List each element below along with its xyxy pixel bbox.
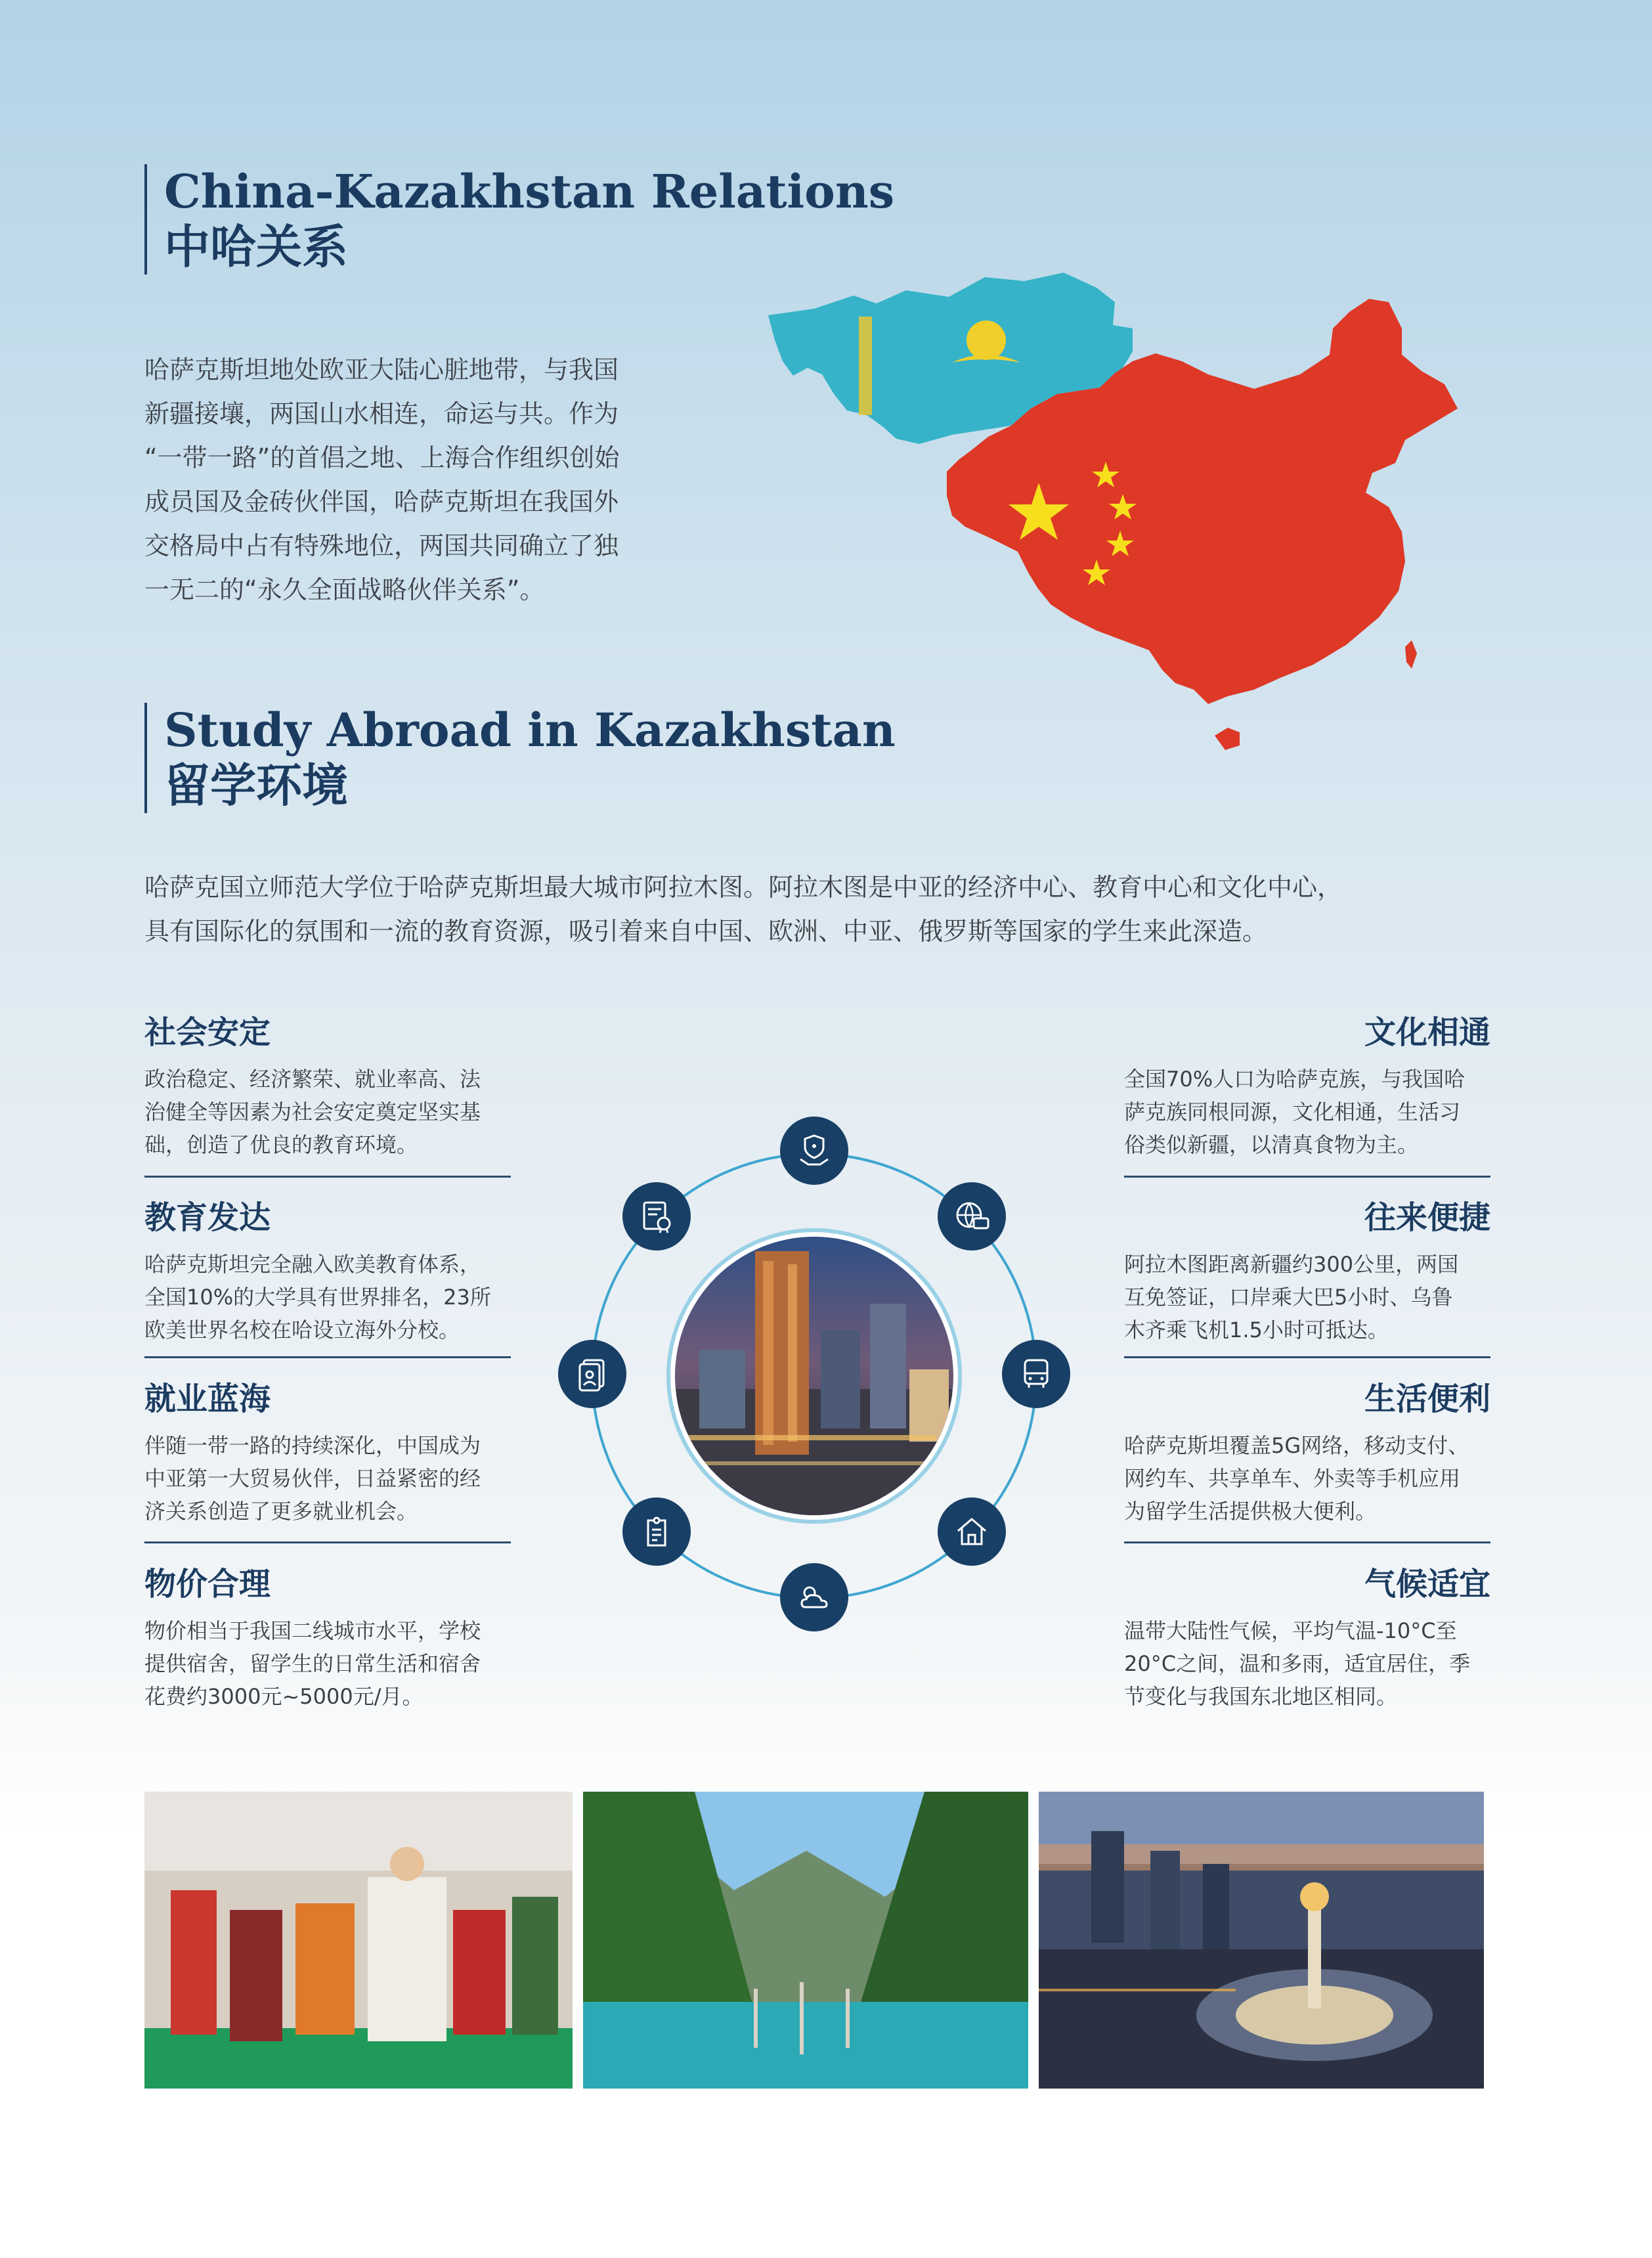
study-intro-line: 具有国际化的氛围和一流的教育资源，吸引着来自中国、欧洲、中亚、俄罗斯等国家的学生来此深造。 — [144, 917, 1268, 946]
feature-desc — [1124, 1248, 1490, 1346]
feature-desc-line: 政治稳定、经济繁荣、就业率高、法 — [144, 1067, 481, 1092]
feature-convenience — [1124, 1378, 1490, 1528]
feature-desc-line: 20°C之间，温和多雨，适宜居住，季 — [1124, 1651, 1471, 1676]
feature-desc-line: 础，创造了优良的教育环境。 — [144, 1132, 418, 1157]
feature-desc — [1124, 1429, 1490, 1528]
kazakh-ornament — [859, 317, 872, 415]
feature-desc-line: 济关系创造了更多就业机会。 — [144, 1499, 418, 1524]
kazakh-sun — [967, 321, 1006, 360]
divider — [144, 1176, 511, 1178]
relations-heading — [144, 164, 894, 275]
feature-desc-line: 全国70%人口为哈萨克族，与我国哈 — [1124, 1067, 1466, 1092]
feature-title: 文化相通 — [1364, 1014, 1490, 1051]
feature-title: 生活便利 — [1364, 1381, 1490, 1417]
feature-desc-line: 为留学生活提供极大便利。 — [1124, 1499, 1377, 1524]
feature-desc-line: 温带大陆性气候，平均气温-10°C至 — [1124, 1618, 1457, 1643]
study-title-en: Study Abroad in Kazakhstan — [164, 703, 896, 757]
shield-hands-icon — [780, 1117, 848, 1185]
feature-desc-line: 木齐乘飞机1.5小时可抵达。 — [1124, 1317, 1389, 1342]
feature-desc — [1124, 1063, 1490, 1161]
relations-title-zh: 中哈关系 — [164, 219, 348, 274]
feature-transport — [1124, 1197, 1490, 1346]
divider — [1124, 1176, 1490, 1178]
feature-desc-line: 治健全等因素为社会安定奠定坚实基 — [144, 1099, 481, 1124]
study-heading — [144, 703, 896, 813]
feature-desc — [1124, 1614, 1490, 1713]
document-tag-icon — [622, 1497, 691, 1566]
feature-title: 就业蓝海 — [144, 1381, 271, 1417]
feature-desc-line: 网约车、共享单车、外卖等手机应用 — [1124, 1466, 1461, 1491]
relations-line: 成员国及金砖伙伴国，哈萨克斯坦在我国外 — [144, 487, 619, 516]
feature-desc-line: 节变化与我国东北地区相同。 — [1124, 1684, 1398, 1709]
feature-desc — [144, 1429, 511, 1528]
feature-desc-line: 中亚第一大贸易伙伴，日益紧密的经 — [144, 1466, 481, 1491]
feature-title: 社会安定 — [144, 1014, 271, 1051]
photo-lake-kaindy — [583, 1792, 1028, 2089]
taiwan-shape — [1405, 640, 1417, 669]
relations-line: 新疆接壤，两国山水相连，命运与共。作为 — [144, 399, 619, 428]
relations-line: “一带一路”的首倡之地、上海合作组织创始 — [144, 443, 620, 472]
feature-desc-line: 萨克族同根同源，文化相通，生活习 — [1124, 1099, 1461, 1124]
feature-climate — [1124, 1563, 1490, 1713]
home-icon — [938, 1497, 1006, 1566]
feature-desc-line: 伴随一带一路的持续深化，中国成为 — [144, 1433, 481, 1458]
feature-desc-line: 欧美世界名校在哈设立海外分校。 — [144, 1317, 460, 1342]
relations-line: 一无二的“永久全面战略伙伴关系”。 — [144, 575, 545, 604]
divider — [1124, 1356, 1490, 1358]
photo-astana-city — [1039, 1792, 1484, 2089]
relations-paragraph — [144, 348, 683, 612]
weather-icon — [780, 1563, 848, 1631]
divider — [1124, 1541, 1490, 1543]
feature-title: 气候适宜 — [1364, 1566, 1490, 1603]
feature-desc — [144, 1248, 511, 1346]
certificate-icon — [622, 1182, 691, 1251]
study-title-zh: 留学环境 — [164, 758, 348, 812]
divider — [144, 1541, 511, 1543]
photo-cultural-performance — [144, 1792, 573, 2089]
feature-desc-line: 哈萨克斯坦完全融入欧美教育体系， — [144, 1252, 481, 1277]
divider — [144, 1356, 511, 1358]
feature-desc-line: 哈萨克斯坦覆盖5G网络，移动支付、 — [1124, 1433, 1469, 1458]
feature-desc-line: 俗类似新疆，以清真食物为主。 — [1124, 1132, 1419, 1157]
feature-desc — [144, 1063, 511, 1161]
feature-title: 教育发达 — [144, 1199, 271, 1236]
feature-desc-line: 提供宿舍，留学生的日常生活和宿舍 — [144, 1651, 481, 1676]
feature-desc-line: 阿拉木图距离新疆约300公里，两国 — [1124, 1252, 1459, 1277]
feature-culture — [1124, 1011, 1490, 1161]
relations-title-en: China-Kazakhstan Relations — [164, 164, 895, 219]
feature-title: 往来便捷 — [1364, 1199, 1490, 1236]
relations-line: 哈萨克斯坦地处欧亚大陆心脏地带，与我国 — [144, 355, 619, 384]
hainan-shape — [1215, 728, 1240, 750]
bus-icon — [1002, 1340, 1070, 1408]
china-kazakhstan-map — [755, 263, 1530, 775]
feature-desc-line: 花费约3000元~5000元/月。 — [144, 1684, 424, 1709]
study-intro-line: 哈萨克国立师范大学位于哈萨克斯坦最大城市阿拉木图。阿拉木图是中亚的经济中心、教育中心和文化中心， — [144, 873, 1343, 902]
feature-desc-line: 互免签证，口岸乘大巴5小时、乌鲁 — [1124, 1285, 1453, 1310]
feature-employment — [144, 1378, 511, 1528]
feature-title: 物价合理 — [144, 1566, 271, 1603]
feature-desc-line: 物价相当于我国二线城市水平，学校 — [144, 1618, 481, 1643]
contacts-icon — [558, 1340, 626, 1408]
feature-prices — [144, 1563, 511, 1713]
feature-social-stability — [144, 1011, 511, 1161]
study-intro — [144, 866, 1490, 954]
relations-line: 交格局中占有特殊地位，两国共同确立了独 — [144, 531, 619, 560]
feature-education — [144, 1197, 511, 1346]
feature-desc-line: 全国10%的大学具有世界排名，23所 — [144, 1285, 491, 1310]
globe-chat-icon — [938, 1182, 1006, 1251]
feature-desc — [144, 1614, 511, 1713]
